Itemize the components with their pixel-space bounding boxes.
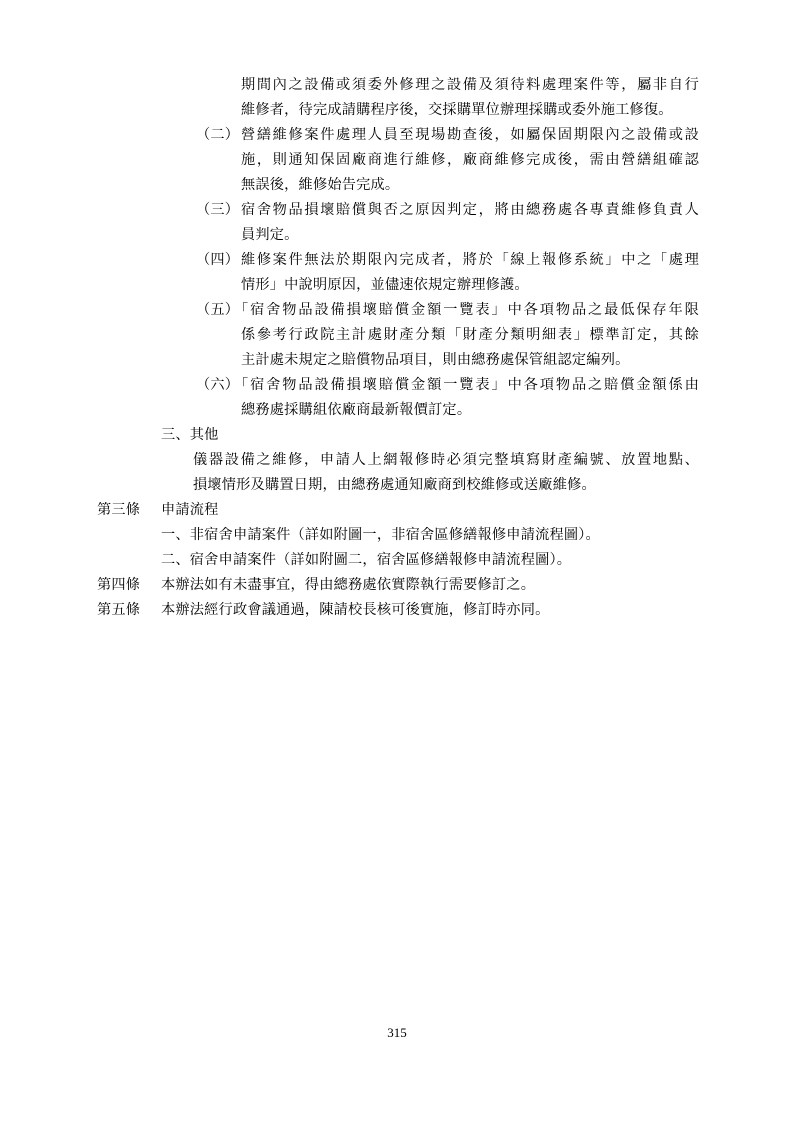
item-marker: （四） (196, 252, 240, 268)
paragraph-line: 二、宿舍申請案件（詳如附圖二，宿舍區修繕報修申請流程圖）。 (161, 552, 572, 568)
article-number: 第五條 (97, 602, 141, 618)
paragraph-line: 「宿舍物品設備損壞賠償金額一覽表」中各項物品之賠償金額係由 (234, 377, 699, 393)
article-number: 第四條 (97, 577, 141, 593)
paragraph-line: 員判定。 (241, 227, 299, 243)
paragraph-line: 「宿舍物品設備損壞賠償金額一覽表」中各項物品之最低保存年限 (234, 302, 699, 318)
item-marker: （五） (196, 302, 240, 318)
paragraph-line: 總務處採購組依廠商最新報價訂定。 (241, 402, 472, 418)
article-heading: 申請流程 (161, 502, 219, 518)
paragraph-line: 維修案件無法於期限內完成者，將於「線上報修系統」中之「處理 (241, 252, 699, 268)
paragraph-line: 期間內之設備或須委外修理之設備及須待料處理案件等，屬非自行 (241, 77, 699, 93)
paragraph-line: 一、非宿舍申請案件（詳如附圖一，非宿舍區修繕報修申請流程圖）。 (161, 527, 600, 543)
item-marker: （三） (196, 202, 240, 218)
paragraph-line: 無誤後，維修始告完成。 (241, 177, 400, 193)
paragraph-line: 主計處未規定之賠償物品項目，則由總務處保管組認定編列。 (241, 352, 630, 368)
page-number: 315 (387, 1025, 407, 1040)
paragraph-line: 損壞情形及購置日期，由總務處通知廠商到校維修或送廠維修。 (193, 477, 596, 493)
article-text: 本辦法經行政會議通過，陳請校長核可後實施，修訂時亦同。 (161, 602, 550, 618)
paragraph-line: 施，則通知保固廠商進行維修，廠商維修完成後，需由營繕組確認 (241, 152, 699, 168)
paragraph-line: 營繕維修案件處理人員至現場勘查後，如屬保固期限內之設備或設 (241, 127, 699, 143)
paragraph-line: 係參考行政院主計處財產分類「財產分類明細表」標準訂定，其餘 (241, 327, 699, 343)
article-number: 第三條 (97, 502, 141, 518)
item-marker: （二） (196, 127, 240, 143)
paragraph-line: 儀器設備之維修，申請人上網報修時必須完整填寫財產編號、放置地點、 (193, 452, 699, 468)
paragraph-line: 宿舍物品損壞賠償與否之原因判定，將由總務處各專責維修負責人 (241, 202, 699, 218)
article-text: 本辦法如有未盡事宜，得由總務處依實際執行需要修訂之。 (161, 577, 536, 593)
section-heading: 三、其他 (161, 427, 219, 443)
paragraph-line: 維修者，待完成請購程序後，交採購單位辦理採購或委外施工修復。 (241, 102, 673, 118)
item-marker: （六） (196, 377, 240, 393)
paragraph-line: 情形」中說明原因，並儘速依規定辦理修護。 (241, 277, 529, 293)
